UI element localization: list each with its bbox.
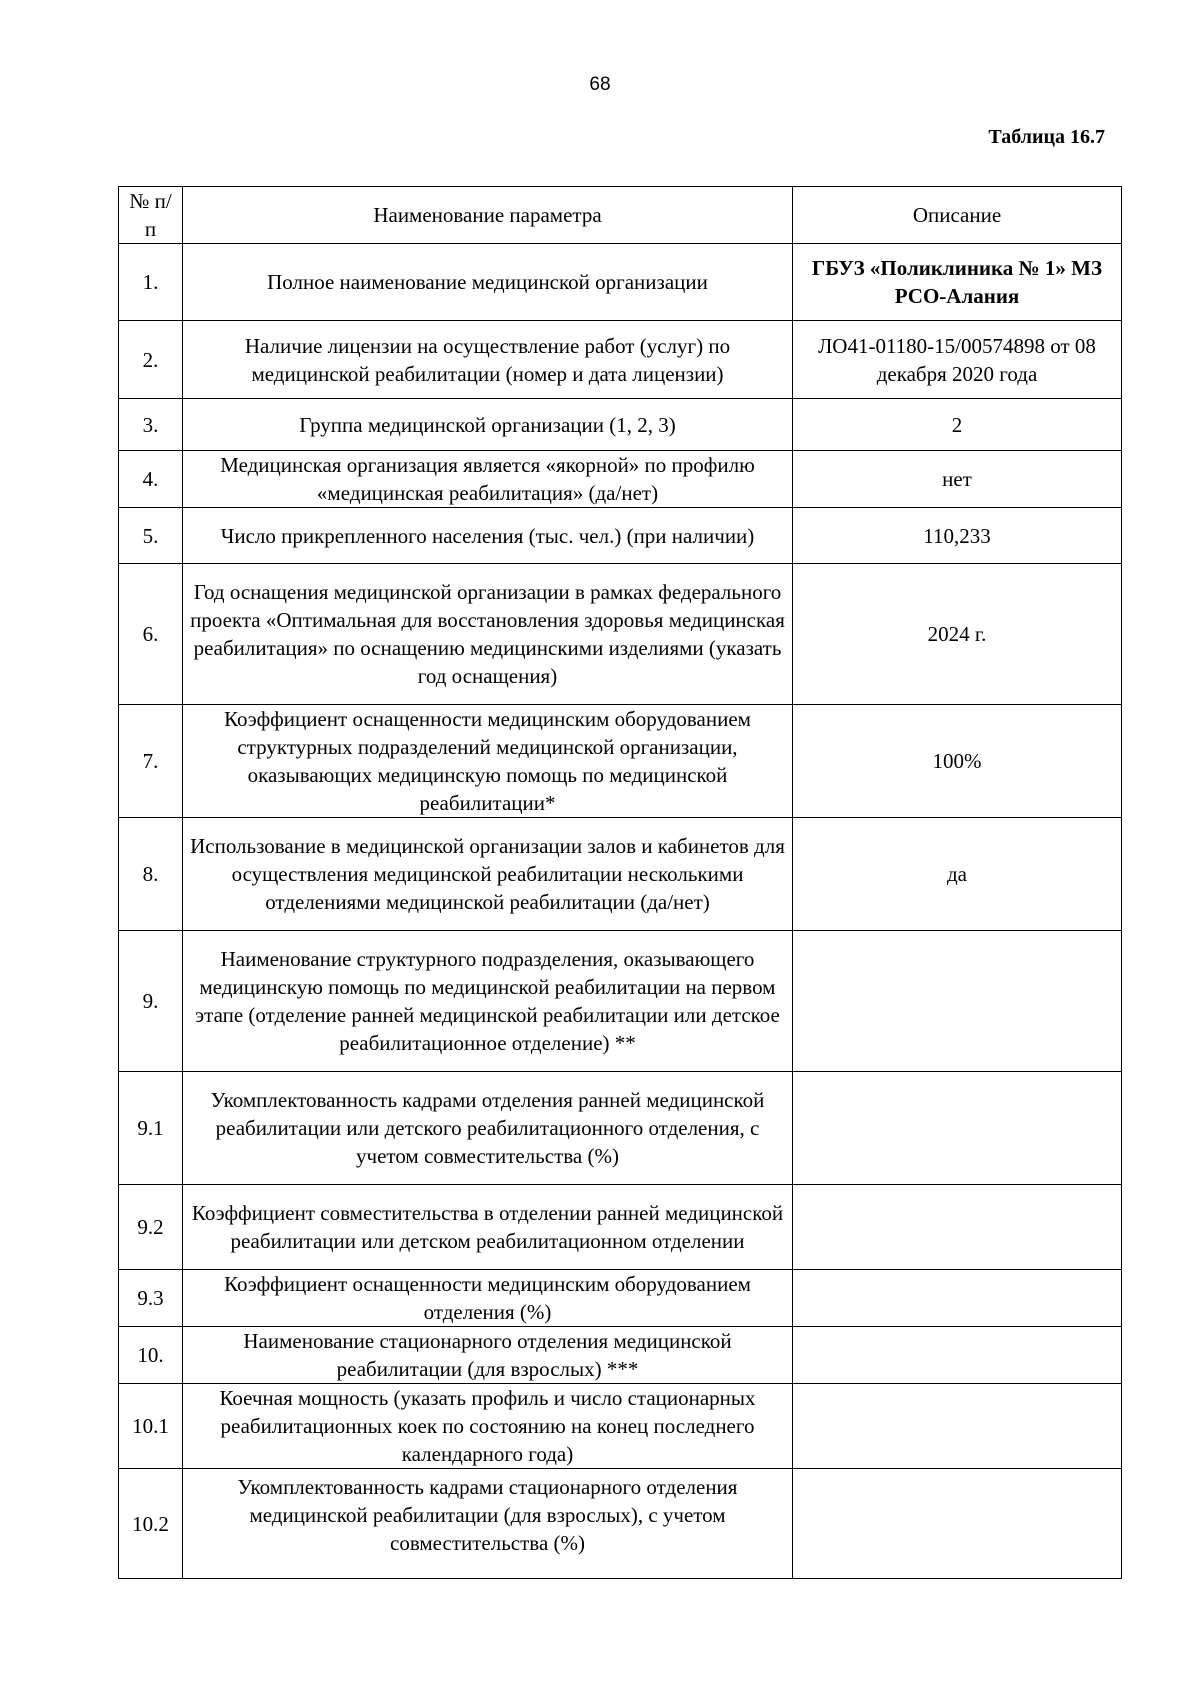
row-description: [793, 1384, 1122, 1469]
row-description: нет: [793, 451, 1122, 508]
row-description: 100%: [793, 705, 1122, 818]
row-parameter-name: Наименование стационарного отделения медицинской реабилитации (для взрослых) ***: [183, 1327, 793, 1384]
table-row: [119, 931, 1122, 1072]
row-description: [793, 1185, 1122, 1270]
row-number: 9.1: [119, 1072, 183, 1185]
parameters-table: [118, 186, 1122, 1579]
table-row: [119, 1327, 1122, 1384]
table-row: [119, 451, 1122, 508]
row-description: [793, 1270, 1122, 1327]
row-number: 1.: [119, 244, 183, 321]
row-number: 9.2: [119, 1185, 183, 1270]
row-parameter-name: Полное наименование медицинской организации: [183, 244, 793, 321]
row-number: 10.1: [119, 1384, 183, 1469]
row-number: 10.2: [119, 1469, 183, 1579]
table-row: [119, 1072, 1122, 1185]
row-description: [793, 1072, 1122, 1185]
row-parameter-name: Наличие лицензии на осуществление работ (услуг) по медицинской реабилитации (номер и дата лицензии): [183, 321, 793, 399]
row-number: 10.: [119, 1327, 183, 1384]
row-parameter-name: Коэффициент оснащенности медицинским оборудованием отделения (%): [183, 1270, 793, 1327]
table-row: [119, 818, 1122, 931]
table-row: [119, 705, 1122, 818]
row-parameter-name: Коэффициент совместительства в отделении ранней медицинской реабилитации или детском реабилитационном отделении: [183, 1185, 793, 1270]
table-caption: Таблица 16.7: [988, 126, 1105, 148]
row-parameter-name: Коечная мощность (указать профиль и число стационарных реабилитационных коек по состоянию на конец последнего календарного года): [183, 1384, 793, 1469]
header-number: № п/п: [119, 187, 183, 244]
table-row: [119, 1185, 1122, 1270]
row-description: 2: [793, 399, 1122, 451]
row-parameter-name: Число прикрепленного населения (тыс. чел.) (при наличии): [183, 508, 793, 564]
row-description: да: [793, 818, 1122, 931]
row-parameter-name: Наименование структурного подразделения, оказывающего медицинскую помощь по медицинской реабилитации на первом этапе (отделение ранней медицинской реабилитации или детское реабилитационное отделение) **: [183, 931, 793, 1072]
row-number: 6.: [119, 564, 183, 705]
table-row: [119, 1270, 1122, 1327]
table-row: [119, 399, 1122, 451]
row-number: 8.: [119, 818, 183, 931]
row-parameter-name: Коэффициент оснащенности медицинским оборудованием структурных подразделений медицинской организации, оказывающих медицинскую помощь по медицинской реабилитации*: [183, 705, 793, 818]
row-parameter-name: Укомплектованность кадрами отделения ранней медицинской реабилитации или детского реабилитационного отделения, с учетом совместительства (%): [183, 1072, 793, 1185]
table-row: [119, 1384, 1122, 1469]
row-number: 3.: [119, 399, 183, 451]
table-row: [119, 1469, 1122, 1579]
row-number: 2.: [119, 321, 183, 399]
row-description: ГБУЗ «Поликлиника № 1» МЗ РСО-Алания: [793, 244, 1122, 321]
header-description: Описание: [793, 187, 1122, 244]
row-parameter-name: Год оснащения медицинской организации в рамках федерального проекта «Оптимальная для восстановления здоровья медицинская реабилитация» по оснащению медицинскими изделиями (указать год оснащения): [183, 564, 793, 705]
row-description: 2024 г.: [793, 564, 1122, 705]
row-number: 5.: [119, 508, 183, 564]
table-row: [119, 508, 1122, 564]
row-description: [793, 931, 1122, 1072]
row-parameter-name: Укомплектованность кадрами стационарного отделения медицинской реабилитации (для взрослых), с учетом совместительства (%): [183, 1469, 793, 1579]
table-header-row: [119, 187, 1122, 244]
row-parameter-name: Медицинская организация является «якорной» по профилю «медицинская реабилитация» (да/нет): [183, 451, 793, 508]
row-parameter-name: Использование в медицинской организации залов и кабинетов для осуществления медицинской реабилитации несколькими отделениями медицинской реабилитации (да/нет): [183, 818, 793, 931]
row-number: 4.: [119, 451, 183, 508]
row-number: 7.: [119, 705, 183, 818]
row-parameter-name: Группа медицинской организации (1, 2, 3): [183, 399, 793, 451]
row-description: [793, 1327, 1122, 1384]
table-row: [119, 321, 1122, 399]
row-description: ЛО41-01180-15/00574898 от 08 декабря 2020 года: [793, 321, 1122, 399]
row-description: [793, 1469, 1122, 1579]
row-description: 110,233: [793, 508, 1122, 564]
row-number: 9.3: [119, 1270, 183, 1327]
table-row: [119, 564, 1122, 705]
row-number: 9.: [119, 931, 183, 1072]
page-number: 68: [589, 74, 611, 95]
header-parameter-name: Наименование параметра: [183, 187, 793, 244]
table-row: [119, 244, 1122, 321]
